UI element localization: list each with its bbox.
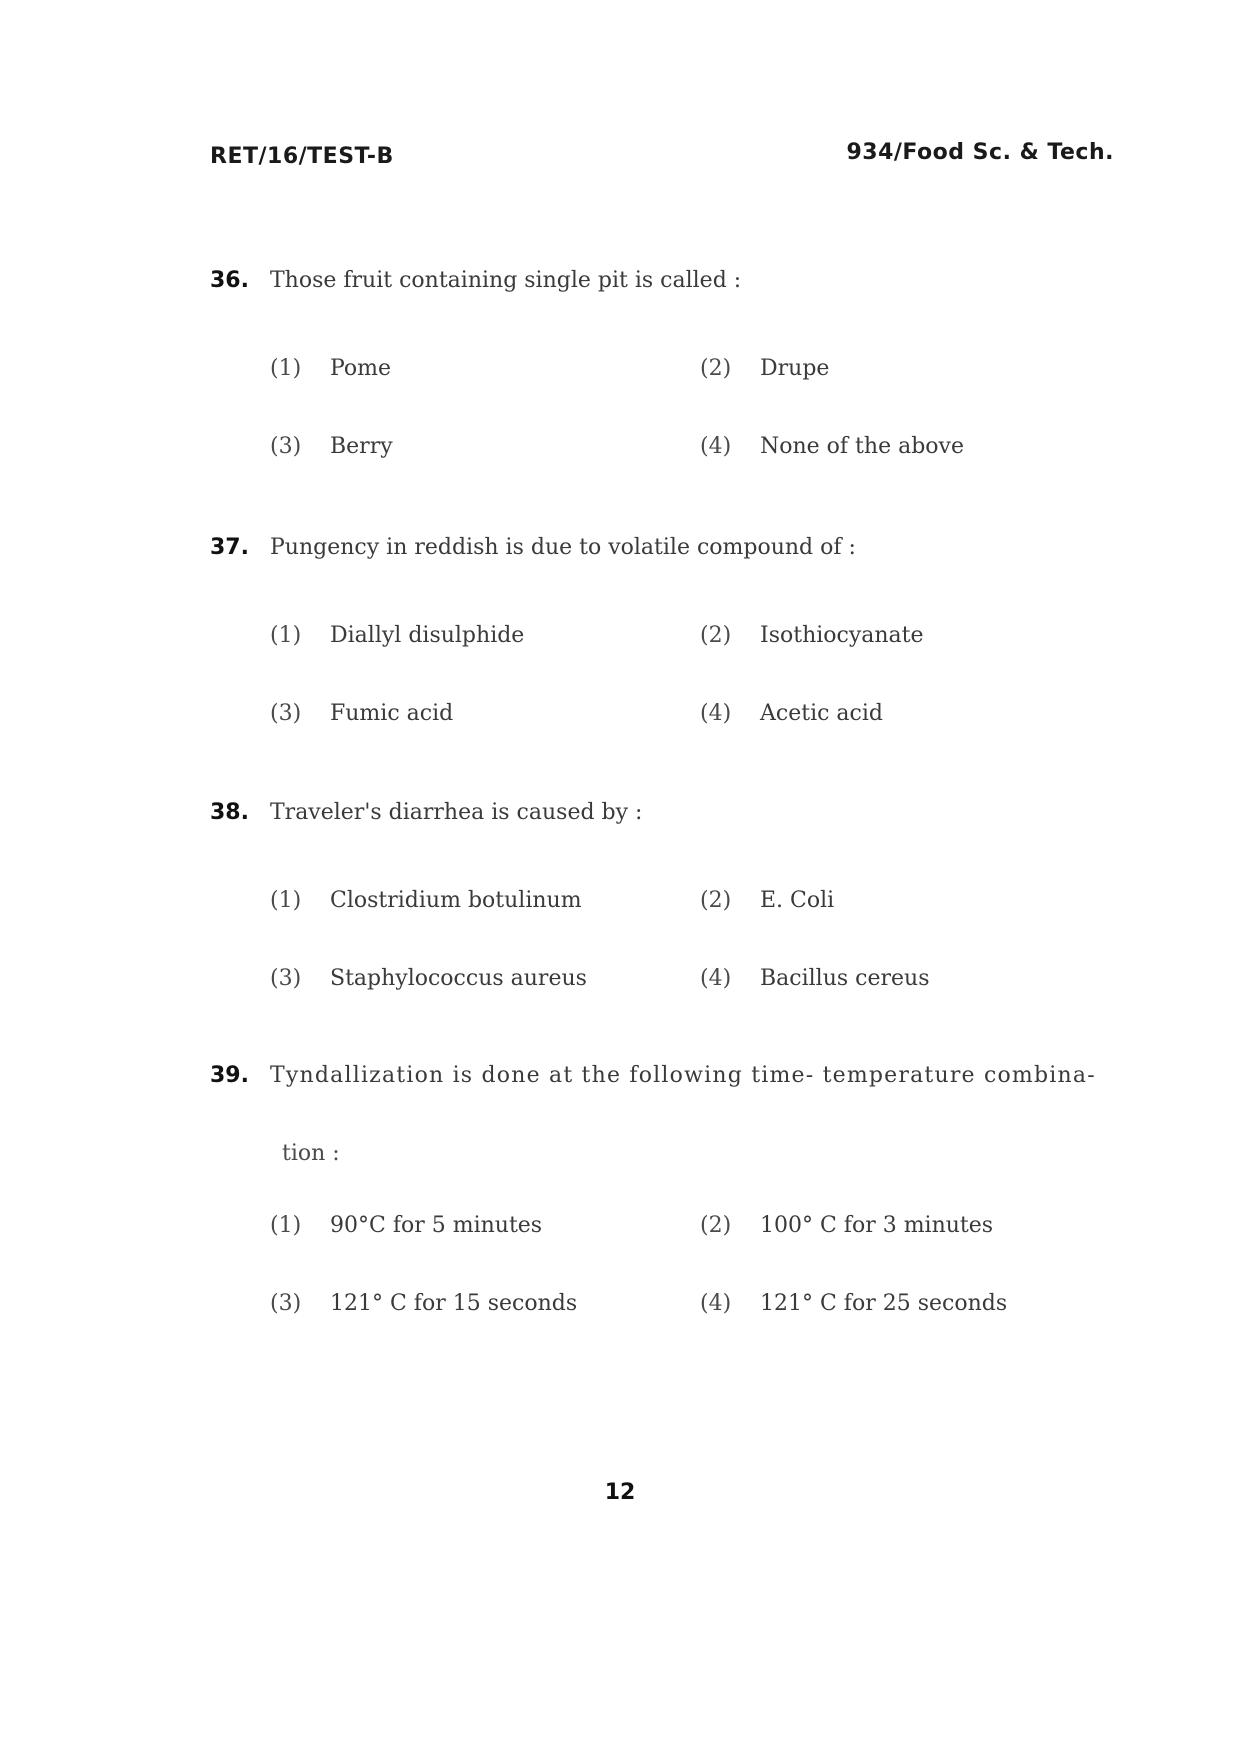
question-text: Those fruit containing single pit is called : xyxy=(270,268,742,293)
option-text: Drupe xyxy=(760,355,830,381)
option-text: Staphylococcus aureus xyxy=(330,965,587,991)
option-label: (3) xyxy=(270,433,302,459)
option-2 xyxy=(700,356,1130,381)
option-text: Acetic acid xyxy=(760,700,883,726)
option-3 xyxy=(270,1291,700,1316)
option-text: 90°C for 5 minutes xyxy=(330,1212,543,1238)
option-4 xyxy=(700,701,1130,726)
option-text: Bacillus cereus xyxy=(760,965,930,991)
option-label: (2) xyxy=(700,1212,732,1238)
option-row xyxy=(270,1186,1130,1264)
option-label: (3) xyxy=(270,965,302,991)
question-37 xyxy=(210,535,1130,752)
option-text: 121° C for 15 seconds xyxy=(330,1290,578,1316)
option-label: (2) xyxy=(700,887,732,913)
option-row xyxy=(270,1264,1130,1342)
option-row xyxy=(270,596,1130,674)
option-1 xyxy=(270,623,700,648)
option-text: E. Coli xyxy=(760,887,835,913)
option-label: (1) xyxy=(270,622,302,648)
option-label: (3) xyxy=(270,1290,302,1316)
option-label: (1) xyxy=(270,1212,302,1238)
option-3 xyxy=(270,966,700,991)
question-number: 38. xyxy=(210,800,249,825)
option-3 xyxy=(270,701,700,726)
question-39 xyxy=(210,1063,1130,1342)
paper-code: RET/16/TEST-B xyxy=(210,144,394,169)
subject-code: 934/Food Sc. & Tech. xyxy=(846,140,1114,165)
question-text: Tyndallization is done at the following time- temperature combina- xyxy=(270,1063,1096,1088)
option-label: (4) xyxy=(700,1290,732,1316)
option-1 xyxy=(270,888,700,913)
option-label: (4) xyxy=(700,700,732,726)
option-text: 100° C for 3 minutes xyxy=(760,1212,994,1238)
option-text: None of the above xyxy=(760,433,964,459)
question-stem xyxy=(210,1063,1130,1089)
options xyxy=(270,861,1130,1017)
option-3 xyxy=(270,434,700,459)
option-2 xyxy=(700,1213,1130,1238)
option-text: Berry xyxy=(330,433,393,459)
question-number: 39. xyxy=(210,1063,249,1088)
question-text: Pungency in reddish is due to volatile compound of : xyxy=(270,535,856,560)
option-4 xyxy=(700,966,1130,991)
option-2 xyxy=(700,623,1130,648)
option-row xyxy=(270,407,1130,485)
question-stem xyxy=(210,535,1130,561)
option-1 xyxy=(270,356,700,381)
question-36 xyxy=(210,268,1130,485)
option-2 xyxy=(700,888,1130,913)
option-label: (3) xyxy=(270,700,302,726)
option-row xyxy=(270,939,1130,1017)
option-row xyxy=(270,674,1130,752)
question-text: Traveler's diarrhea is caused by : xyxy=(270,800,643,825)
question-stem xyxy=(210,268,1130,294)
question-number: 37. xyxy=(210,535,249,560)
option-4 xyxy=(700,1291,1130,1316)
option-label: (2) xyxy=(700,355,732,381)
option-label: (2) xyxy=(700,622,732,648)
question-number: 36. xyxy=(210,268,249,293)
option-1 xyxy=(270,1213,700,1238)
option-text: Clostridium botulinum xyxy=(330,887,582,913)
question-text-continuation: tion : xyxy=(282,1141,340,1167)
question-38 xyxy=(210,800,1130,1017)
option-4 xyxy=(700,434,1130,459)
option-text: Isothiocyanate xyxy=(760,622,924,648)
option-label: (4) xyxy=(700,965,732,991)
option-row xyxy=(270,329,1130,407)
options xyxy=(270,596,1130,752)
option-label: (1) xyxy=(270,887,302,913)
option-label: (1) xyxy=(270,355,302,381)
option-text: Diallyl disulphide xyxy=(330,622,525,648)
page-number: 12 xyxy=(604,1480,636,1505)
option-text: 121° C for 25 seconds xyxy=(760,1290,1008,1316)
option-label: (4) xyxy=(700,433,732,459)
option-text: Fumic acid xyxy=(330,700,454,726)
options xyxy=(270,329,1130,485)
option-text: Pome xyxy=(330,355,392,381)
options xyxy=(270,1186,1130,1342)
question-stem xyxy=(210,800,1130,826)
option-row xyxy=(270,861,1130,939)
